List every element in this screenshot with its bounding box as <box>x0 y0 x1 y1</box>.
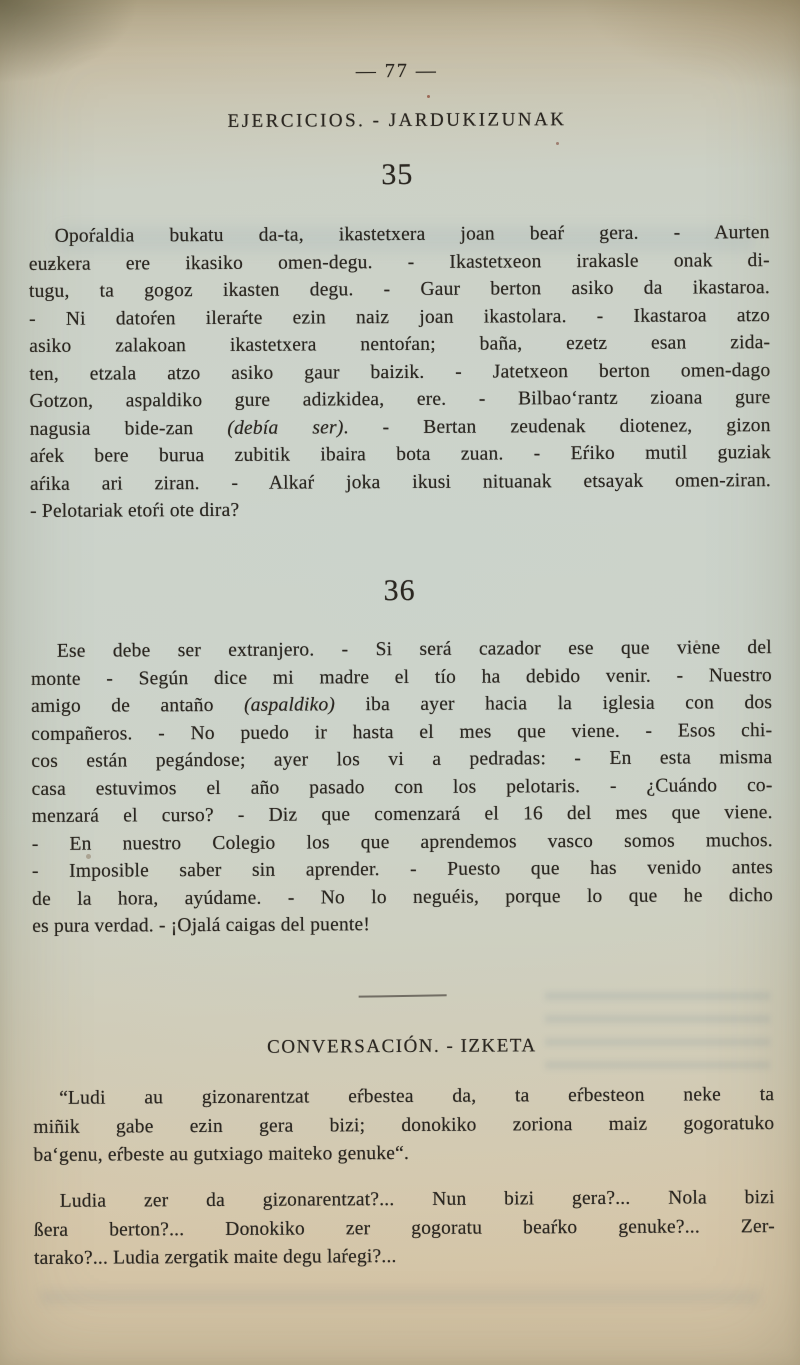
text-line: ba‘genu, eŕbeste au gutxiago maiteko genuke“. <box>33 1142 410 1166</box>
text-line: euƶkera ere ikasiko omen-degu. - Ikastetxeon irakasle onak di- <box>28 249 770 275</box>
text-line: menzará el curso? - Diz que comenzará el 16 del mes que viene. <box>31 802 773 827</box>
text-line: nagusia bide-zan (debía ser). - Bertan zeudenak diotenez, gizon <box>29 414 771 440</box>
section-divider <box>359 994 447 997</box>
text-line: es pura verdad. - ¡Ojalá caigas del puente! <box>32 914 371 937</box>
text-line: cos están pegándose; ayer los vi a pedradas: - En esta misma <box>31 747 773 772</box>
text-line: Opoŕaldia bukatu da-ta, ikastetxera joan beaŕ gera. - Aurten <box>54 222 770 247</box>
page-number: — 77 — <box>355 59 438 83</box>
text-line: - En nuestro Colegio los que aprendemos vasco somos muchos. <box>31 829 773 855</box>
text-line: aŕek bere burua zubitik ibaira bota zuan. - Eŕiko mutil guziak <box>29 442 771 467</box>
text-line: - Ni datoŕen ileraŕte ezin naiz joan ikastolara. - Ikastaroa atzo <box>29 304 771 330</box>
text-line: aŕika ari ziran. - Alkaŕ joka ikusi nituanak etsayak omen-ziran. <box>29 469 772 495</box>
text-line: ßera berton?... Donokiko zer gogoratu beaŕko genuke?... Zer- <box>33 1215 775 1241</box>
conversation-paragraph-2 <box>34 1184 775 1273</box>
text-line: - Pelotariak etoŕi ote dira? <box>30 499 240 522</box>
text-line: monte - Según dice mi madre el tío ha debido venir. - Nuestro <box>30 664 773 690</box>
conversation-heading: CONVERSACIÓN. - IZKETA <box>267 1035 537 1058</box>
conversation-paragraph-1 <box>33 1081 774 1170</box>
exercises-heading: EJERCICIOS. - JARDUKIZUNAK <box>227 109 567 132</box>
text-line: de la hora, ayúdame. - No lo neguéis, porque lo que he dicho <box>32 884 774 910</box>
text-line: Ludia zer da gizonarentzat?... Nun bizi gera?... Nola bizi <box>59 1187 775 1212</box>
text-line: Gotzon, aspaldiko gure adizkidea, ere. - Bilbao‘rantz zioana gure <box>29 387 771 412</box>
text-line: Ese debe ser extranjero. - Si será cazador ese que viene del <box>56 637 772 662</box>
exercise-35-text <box>29 219 772 525</box>
text-line: asiko zalakoan ikastetxera nentoŕan; baña, ezetz esan zida- <box>29 332 771 357</box>
text-line: tugu, ta gogoz ikasten degu. - Gaur berton asiko da ikastaroa. <box>28 277 770 302</box>
text-line: tarako?... Ludia zergatik maite degu laŕegi?... <box>33 1246 397 1269</box>
exercise-36-number: 36 <box>383 573 416 608</box>
exercise-36-text <box>31 634 774 940</box>
exercise-35-number: 35 <box>381 157 414 192</box>
text-line: compañeros. - No puedo ir hasta el mes que viene. - Esos chi- <box>31 719 773 745</box>
text-line: “Ludi au gizonarentzat eŕbestea da, ta eŕbesteon neke ta <box>59 1084 775 1109</box>
text-line: amigo de antaño (aspaldiko) iba ayer hacia la iglesia con dos <box>31 692 773 717</box>
text-line: - Imposible saber sin aprender. - Puesto que has venido antes <box>31 857 774 882</box>
text-line: ten, etzala atzo asiko gaur baizik. - Jatetxeon berton omen-dago <box>29 359 771 385</box>
text-line: miñik gabe ezin gera bizi; donokiko zoriona maiz gogoratuko <box>33 1112 775 1138</box>
text-line: casa estuvimos el año pasado con los pelotaris. - ¿Cuándo co- <box>31 774 773 800</box>
